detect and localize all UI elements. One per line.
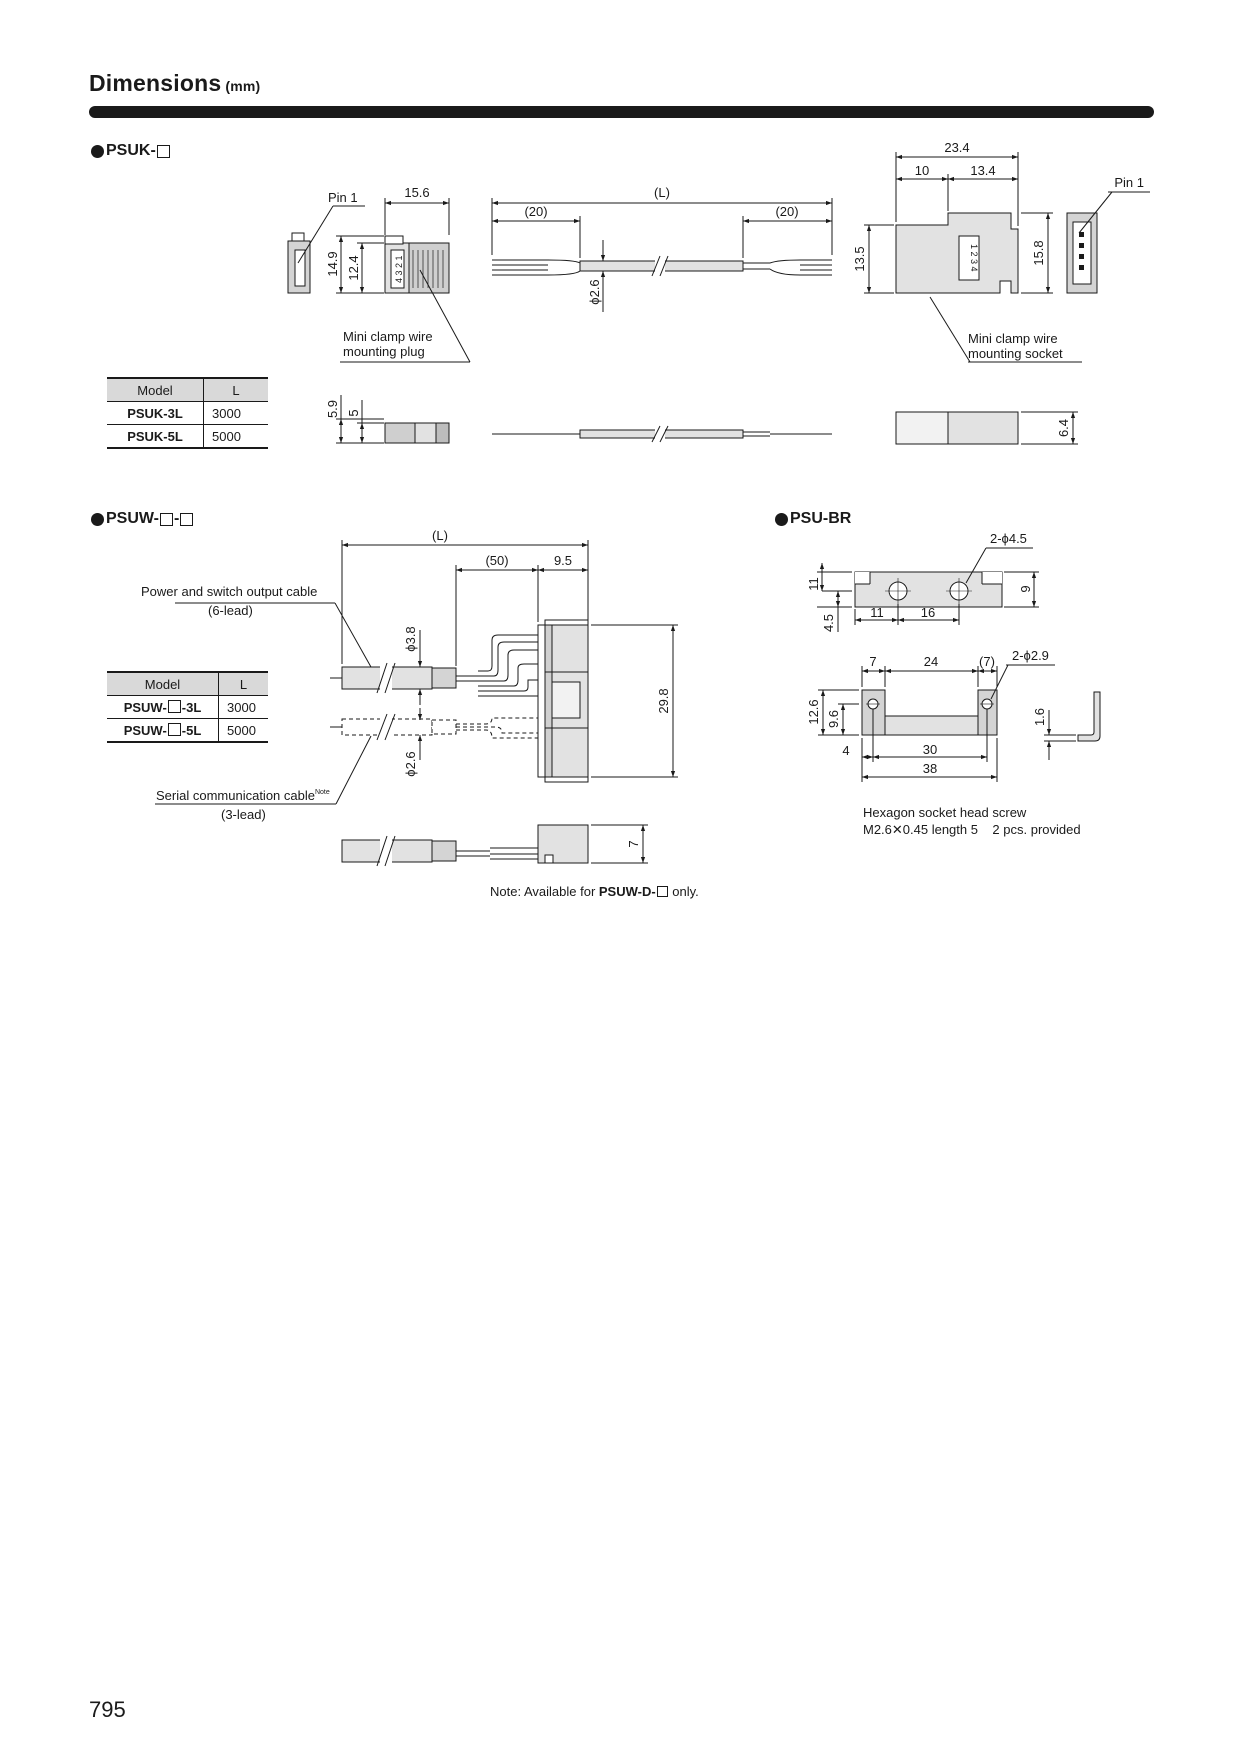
power-cable-label-line2: (6-lead) bbox=[208, 603, 253, 618]
dim-psuk-L: (L) bbox=[654, 185, 670, 200]
table-cell-l: 3000 bbox=[204, 402, 269, 425]
dim-15-6: 15.6 bbox=[404, 185, 430, 200]
socket-label-line1: Mini clamp wire bbox=[968, 331, 1058, 346]
table-header-l: L bbox=[204, 378, 269, 402]
section-psuk-prefix: PSUK- bbox=[106, 142, 156, 159]
model-prefix: PSUW- bbox=[123, 722, 167, 738]
dim-30: 30 bbox=[922, 742, 938, 757]
dim-12-4: 12.4 bbox=[346, 255, 361, 281]
dim-13-4: 13.4 bbox=[970, 163, 996, 178]
dim-9-6: 9.6 bbox=[826, 709, 841, 729]
dim-16: 16 bbox=[920, 605, 936, 620]
dim-11-v: 11 bbox=[806, 577, 821, 591]
dim-9-5: 9.5 bbox=[553, 553, 573, 568]
dim-38: 38 bbox=[922, 761, 938, 776]
bracket-side-profile bbox=[1078, 692, 1100, 741]
dim-50: (50) bbox=[485, 553, 509, 568]
dim-5: 5 bbox=[346, 409, 361, 417]
pin1-left-label: Pin 1 bbox=[328, 190, 358, 205]
socket-side-view bbox=[896, 213, 1018, 293]
dim-29-8: 29.8 bbox=[656, 688, 671, 714]
power-cable-label-line1: Power and switch output cable bbox=[141, 584, 318, 599]
dim-7-w: 7 bbox=[626, 840, 641, 848]
dim-7-a: 7 bbox=[869, 654, 877, 669]
dim-20-right: (20) bbox=[775, 204, 799, 219]
serial-cable-label-line1 bbox=[156, 788, 330, 803]
screw-note-line1: Hexagon socket head screw bbox=[863, 805, 1027, 820]
dim-6-4: 6.4 bbox=[1056, 418, 1071, 438]
table-cell-l: 5000 bbox=[219, 719, 269, 743]
table-header-l: L bbox=[219, 672, 269, 696]
psuw-availability-note bbox=[490, 884, 699, 899]
psuk-cable-top bbox=[492, 256, 832, 276]
title-unit: (mm) bbox=[225, 78, 261, 94]
model-prefix: PSUW- bbox=[123, 699, 167, 715]
dim-4-5: 4.5 bbox=[821, 613, 836, 633]
plug-label-line2: mounting plug bbox=[343, 344, 425, 359]
pin1-right-label: Pin 1 bbox=[1114, 175, 1144, 190]
table-header-model: Model bbox=[107, 672, 219, 696]
dim-4: 4 bbox=[842, 743, 850, 758]
page-number: 795 bbox=[89, 1697, 126, 1722]
socket-pin-numbers: 1 2 3 4 bbox=[969, 244, 979, 272]
dim-12-6: 12.6 bbox=[806, 699, 821, 725]
note-model: PSUW-D- bbox=[598, 884, 656, 899]
dim-phi-2-6: ϕ2.6 bbox=[587, 279, 602, 305]
screw-note-line2: M2.6✕0.45 length 5 2 pcs. provided bbox=[863, 822, 1081, 837]
section-psuw-prefix: PSUW- bbox=[106, 510, 160, 527]
plug-pin-numbers: 4 3 2 1 bbox=[394, 255, 404, 283]
dim-phi-2-6-w: ϕ2.6 bbox=[403, 751, 418, 777]
dim-20-left: (20) bbox=[524, 204, 548, 219]
bracket-top-view bbox=[855, 572, 1002, 607]
dim-14-9: 14.9 bbox=[325, 251, 340, 277]
model-suffix: -5L bbox=[181, 722, 202, 738]
serial-cable-text: Serial communication cable bbox=[156, 788, 315, 803]
dim-phi-3-8: ϕ3.8 bbox=[403, 626, 418, 652]
table-cell-l: 5000 bbox=[204, 425, 269, 449]
psuw-drawing bbox=[141, 528, 678, 866]
dim-15-8: 15.8 bbox=[1031, 240, 1046, 266]
dim-7-b: (7) bbox=[979, 654, 995, 669]
section-psubr-title: PSU-BR bbox=[790, 510, 852, 527]
box-placeholder-icon bbox=[657, 886, 668, 897]
plug-label-line1: Mini clamp wire bbox=[343, 329, 433, 344]
table-header-model: Model bbox=[107, 378, 204, 402]
model-suffix: -3L bbox=[181, 699, 202, 715]
table-cell-model: PSUK-3L bbox=[107, 402, 204, 425]
psuk-cable-bottom bbox=[492, 426, 832, 442]
dim-5-9: 5.9 bbox=[325, 399, 340, 419]
serial-cable-label-line2: (3-lead) bbox=[221, 807, 266, 822]
dim-psuw-L: (L) bbox=[432, 528, 448, 543]
holes-b-label: 2-ϕ2.9 bbox=[1012, 648, 1049, 663]
dim-23-4: 23.4 bbox=[944, 140, 970, 155]
dim-10: 10 bbox=[914, 163, 930, 178]
section-psuw-sep: - bbox=[174, 510, 180, 527]
psubr-drawing bbox=[806, 531, 1100, 782]
note-prefix: Note: Available for bbox=[490, 884, 599, 899]
dim-24: 24 bbox=[923, 654, 939, 669]
socket-label-line2: mounting socket bbox=[968, 346, 1063, 361]
holes-a-label: 2-ϕ4.5 bbox=[990, 531, 1027, 546]
note-suffix: only. bbox=[668, 884, 699, 899]
title-text: Dimensions bbox=[89, 70, 222, 96]
dim-1-6: 1.6 bbox=[1032, 707, 1047, 727]
table-cell-model: PSUK-5L bbox=[107, 425, 204, 449]
psuk-drawing bbox=[288, 140, 1150, 444]
dim-9: 9 bbox=[1018, 585, 1033, 593]
table-cell-l: 3000 bbox=[219, 696, 269, 719]
dim-13-5: 13.5 bbox=[852, 246, 867, 272]
serial-note-superscript: Note bbox=[314, 789, 330, 796]
dim-11-h: 11 bbox=[870, 605, 884, 620]
